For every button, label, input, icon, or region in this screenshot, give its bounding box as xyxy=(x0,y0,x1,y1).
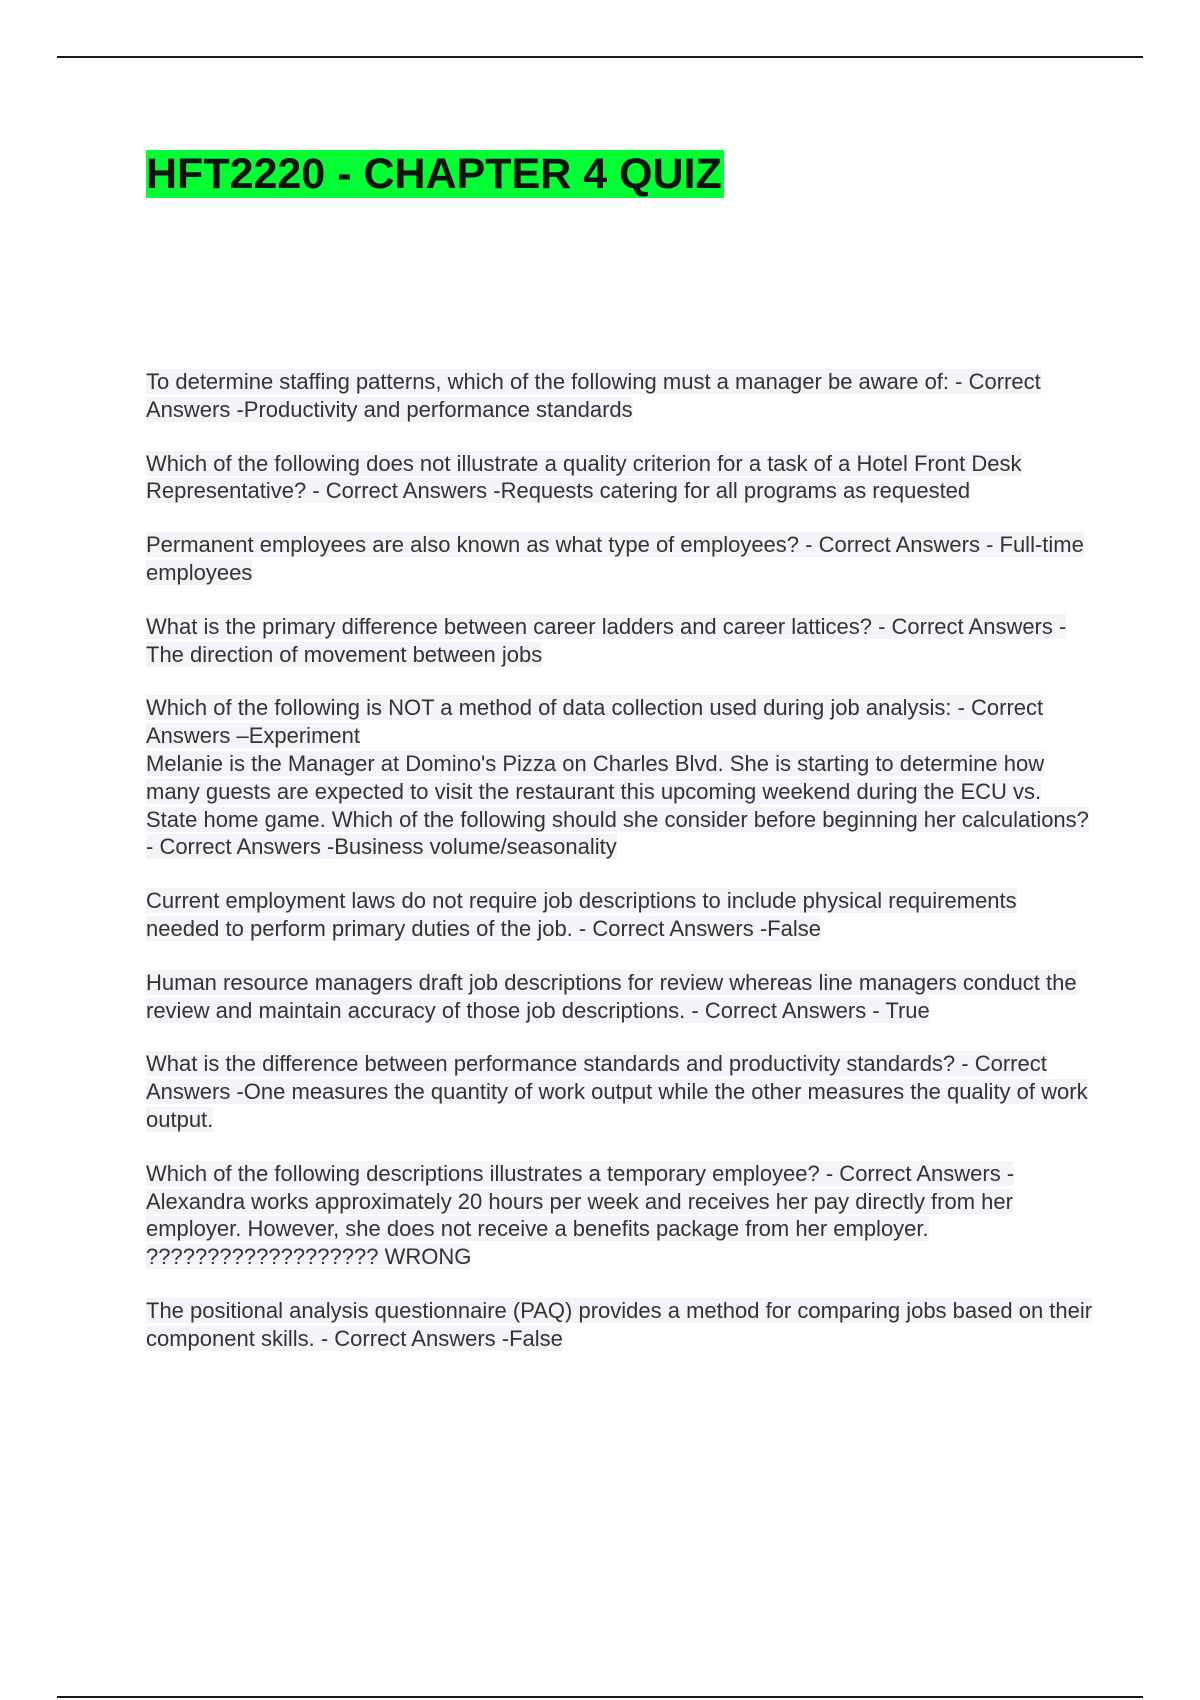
quiz-item-text: Which of the following is NOT a method of data collection used during job analysis: - Correct Answers –Experiment xyxy=(146,695,1044,749)
title-text: HFT2220 - CHAPTER 4 QUIZ xyxy=(146,150,722,198)
quiz-item xyxy=(146,613,1096,669)
quiz-item xyxy=(146,694,1096,750)
quiz-item xyxy=(146,1160,1096,1271)
quiz-item-text: What is the difference between performance standards and productivity standards? - Correct Answers -One measures the quantity of work output while the other measures the quality of work output. xyxy=(146,1051,1088,1132)
quiz-item xyxy=(146,969,1096,1025)
quiz-item xyxy=(146,450,1096,506)
quiz-item-text: Human resource managers draft job descriptions for review whereas line managers conduct the review and maintain accuracy of those job descriptions. - Correct Answers - True xyxy=(146,969,1077,1023)
quiz-item xyxy=(146,750,1096,861)
quiz-item-text: Current employment laws do not require job descriptions to include physical requirements needed to perform primary duties of the job. - Correct Answers -False xyxy=(146,888,1017,941)
bottom-rule xyxy=(57,1696,1143,1698)
quiz-item-text: Which of the following descriptions illustrates a temporary employee? - Correct Answers -Alexandra works approximately 20 hours per week and receives her pay directly from her employer. However, she does not receive a benefits package from her employer. ??????????????????? WRONG xyxy=(146,1160,1015,1270)
quiz-item xyxy=(146,368,1096,424)
quiz-item xyxy=(146,1297,1096,1353)
quiz-item-text: Permanent employees are also known as what type of employees? - Correct Answers - Full-time employees xyxy=(146,532,1084,585)
quiz-item xyxy=(146,531,1096,587)
quiz-item-text: To determine staffing patterns, which of the following must a manager be aware of: - Correct Answers -Productivity and performance standards xyxy=(146,369,1041,422)
quiz-item-text: Melanie is the Manager at Domino's Pizza on Charles Blvd. She is starting to determine how many guests are expected to visit the restaurant this upcoming weekend during the ECU vs. State home game. Which of the following should she consider before beginning her calculations? - Correct Answers -Business volume/seasonality xyxy=(146,750,1089,860)
page-title xyxy=(146,146,724,202)
quiz-item-text: The positional analysis questionnaire (PAQ) provides a method for comparing jobs based on their component skills. - Correct Answers -False xyxy=(146,1297,1093,1351)
quiz-item xyxy=(146,887,1096,943)
quiz-content xyxy=(146,368,1096,1379)
top-rule xyxy=(57,56,1143,58)
quiz-item xyxy=(146,1050,1096,1133)
quiz-item-text: What is the primary difference between career ladders and career lattices? - Correct Answers -The direction of movement between jobs xyxy=(146,613,1067,667)
quiz-item-text: Which of the following does not illustrate a quality criterion for a task of a Hotel Front Desk Representative? - Correct Answers -Requests catering for all programs as requested xyxy=(146,450,1022,504)
